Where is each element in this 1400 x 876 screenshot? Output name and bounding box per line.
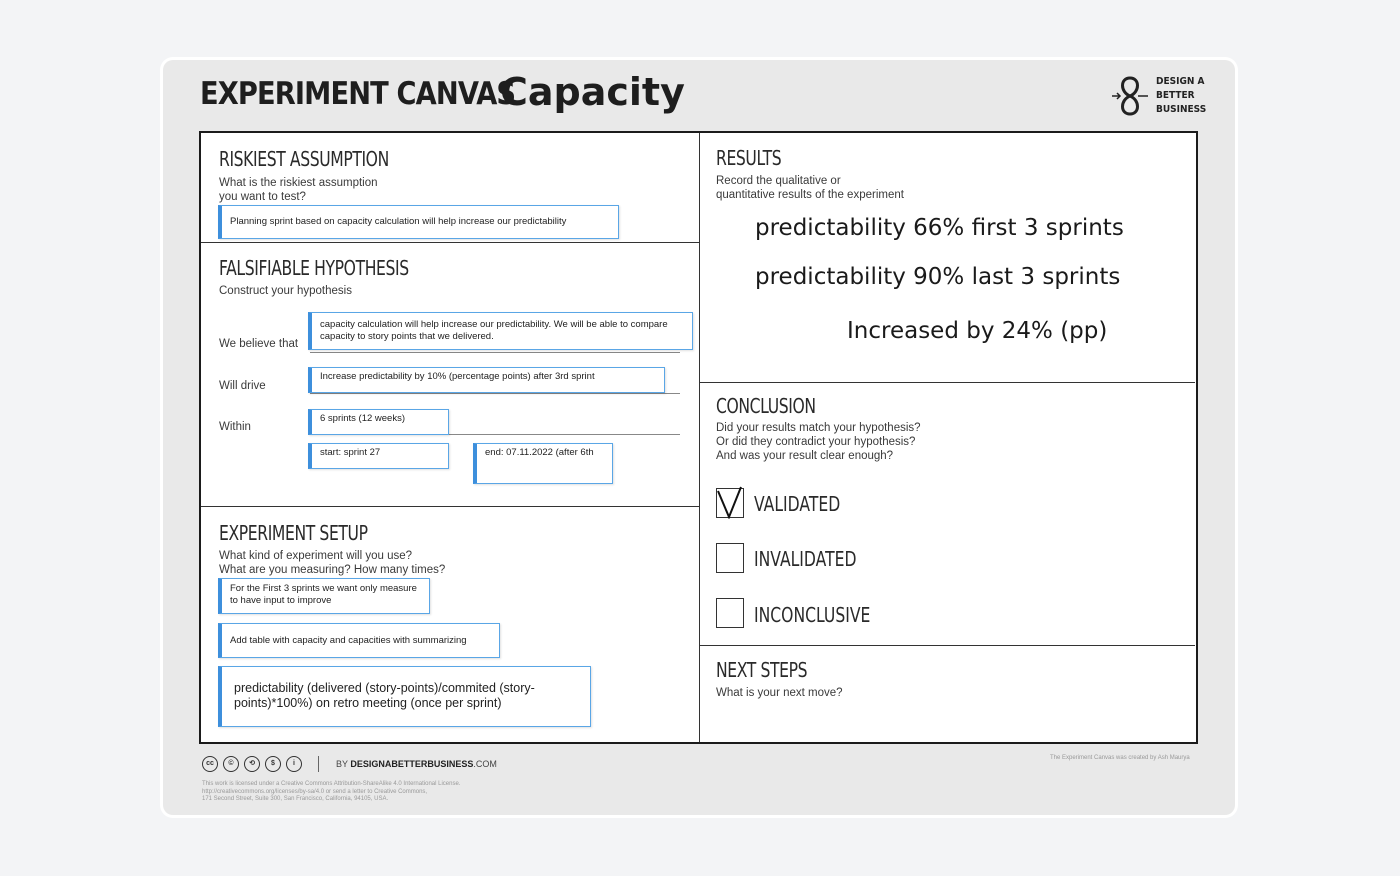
within-note[interactable]: 6 sprints (12 weeks) [308, 409, 449, 435]
validated-label: VALIDATED [754, 492, 841, 516]
result-line-first[interactable]: predictability 66% first 3 sprints [755, 215, 1124, 241]
we-believe-note[interactable]: capacity calculation will help increase our predictability. We will be able to compare capacity to story points that we delivered. [308, 312, 693, 350]
hypothesis-subtitle: Construct your hypothesis [219, 285, 352, 297]
dbb-logo-text: DESIGN A BETTER BUSINESS [1156, 76, 1207, 115]
result-line-last[interactable]: predictability 90% last 3 sprints [755, 264, 1121, 290]
riskiest-assumption-note[interactable]: Planning sprint based on capacity calculation will help increase our predictability [218, 205, 619, 239]
will-drive-note[interactable]: Increase predictability by 10% (percentage points) after 3rd sprint [308, 367, 665, 393]
inconclusive-label: INCONCLUSIVE [754, 603, 871, 627]
conclusion-subtitle: Did your results match your hypothesis? Or did they contradict your hypothesis? And was your result clear enough? [716, 422, 921, 462]
column-divider [699, 133, 700, 742]
will-drive-label: Will drive [219, 380, 266, 392]
cc-icon: cc [202, 756, 218, 772]
results-title: RESULTS [716, 146, 782, 170]
validated-checkbox[interactable] [716, 488, 744, 518]
footer-by-link[interactable]: BY DESIGNABETTERBUSINESS.COM [336, 759, 497, 769]
attribution-icon: i [286, 756, 302, 772]
share-alike-icon: ⟲ [244, 756, 260, 772]
canvas-subtitle[interactable]: Capacity [500, 70, 685, 114]
experiment-setup-title: EXPERIMENT SETUP [219, 521, 368, 545]
canvas-title: EXPERIMENT CANVAS [200, 76, 516, 112]
canvas-credit: The Experiment Canvas was created by Ash Maurya [1050, 755, 1190, 761]
riskiest-assumption-title: RISKIEST ASSUMPTION [219, 147, 389, 171]
will-drive-line [310, 393, 680, 394]
copyright-icon: © [223, 756, 239, 772]
start-note[interactable]: start: sprint 27 [308, 443, 449, 469]
setup-note-predictability[interactable]: predictability (delivered (story-points)/commited (story-points)*100%) on retro meeting (once per sprint) [218, 666, 591, 727]
within-label: Within [219, 421, 251, 433]
invalidated-label: INVALIDATED [754, 547, 857, 571]
checkmark-icon [715, 485, 743, 519]
noncommercial-icon: $ [265, 756, 281, 772]
inconclusive-checkbox[interactable] [716, 598, 744, 628]
hypothesis-title: FALSIFIABLE HYPOTHESIS [219, 256, 409, 280]
end-note[interactable]: end: 07.11.2022 (after 6th [473, 443, 613, 484]
divider-results [700, 382, 1195, 383]
footer-divider [318, 756, 319, 772]
result-line-increase[interactable]: Increased by 24% (pp) [847, 318, 1108, 344]
we-believe-line [310, 352, 680, 353]
setup-note-table[interactable]: Add table with capacity and capacities with summarizing [218, 623, 500, 658]
we-believe-label: We believe that [219, 338, 299, 350]
conclusion-title: CONCLUSION [716, 394, 816, 418]
riskiest-assumption-subtitle: What is the riskiest assumption you want to test? [219, 177, 378, 203]
divider-conclusion [700, 645, 1195, 646]
results-subtitle: Record the qualitative or quantitative results of the experiment [716, 175, 904, 201]
experiment-setup-subtitle: What kind of experiment will you use? What are you measuring? How many times? [219, 550, 446, 576]
divider-riskiest [201, 242, 699, 243]
next-steps-subtitle: What is your next move? [716, 687, 843, 699]
divider-hypothesis [201, 506, 699, 507]
license-text: This work is licensed under a Creative Commons Attribution-ShareAlike 4.0 International License. http://creativecommons.org/licenses/by-sa/4.0 or send a letter to Creative Commons, 171 Second Street, Suite 300, San Francisco, California, 94105, USA. [202, 781, 461, 802]
invalidated-checkbox[interactable] [716, 543, 744, 573]
next-steps-title: NEXT STEPS [716, 658, 808, 682]
setup-note-measure[interactable]: For the First 3 sprints we want only measure to have input to improve [218, 578, 430, 614]
